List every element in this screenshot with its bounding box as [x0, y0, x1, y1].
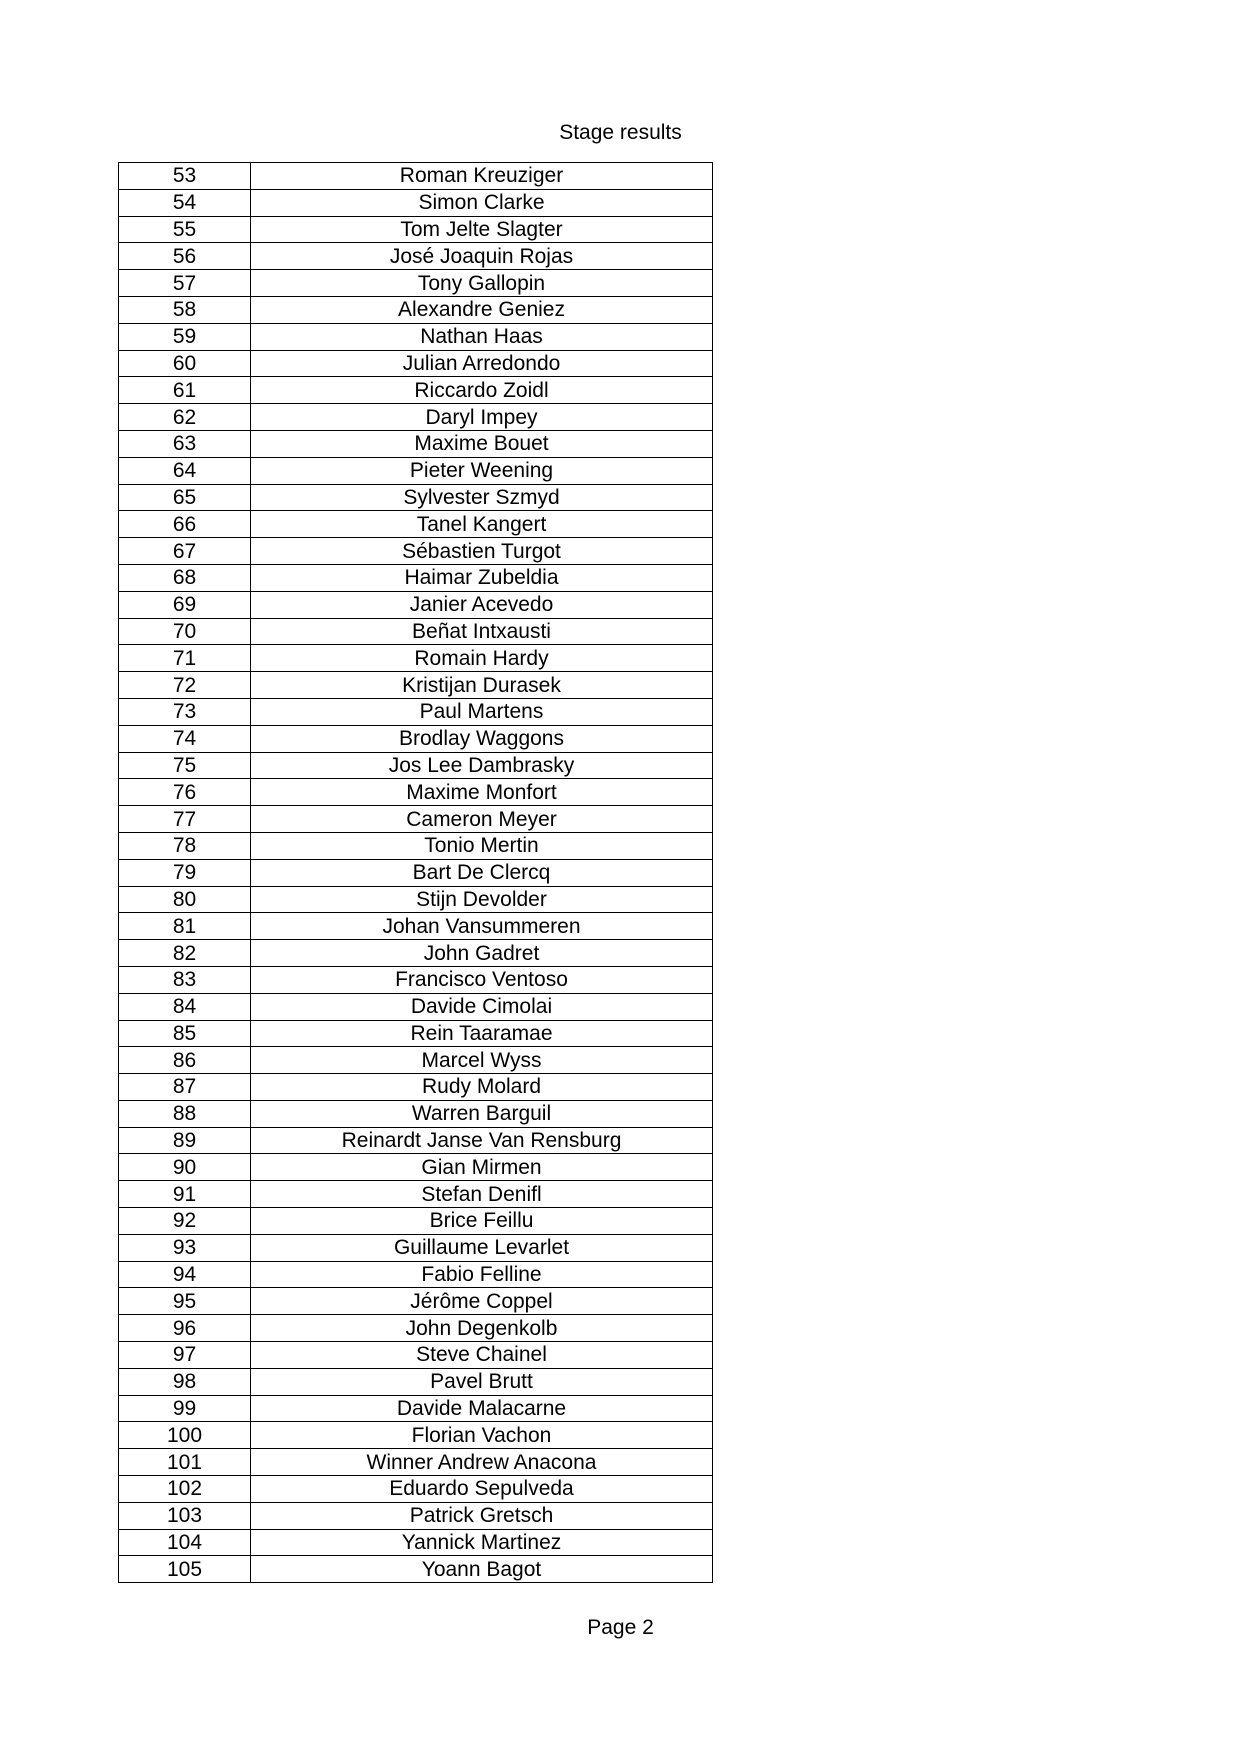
table-row: [119, 243, 713, 270]
rank-cell: 62: [119, 404, 251, 431]
table-row: [119, 1181, 713, 1208]
rank-cell: 61: [119, 377, 251, 404]
rank-cell: 68: [119, 564, 251, 591]
rank-cell: 54: [119, 189, 251, 216]
rank-cell: 105: [119, 1556, 251, 1583]
rider-name-cell: Stefan Denifl: [251, 1181, 713, 1208]
table-row: [119, 645, 713, 672]
table-row: [119, 698, 713, 725]
table-row: [119, 216, 713, 243]
table-row: [119, 1502, 713, 1529]
table-row: [119, 806, 713, 833]
rider-name-cell: Riccardo Zoidl: [251, 377, 713, 404]
rider-name-cell: Beñat Intxausti: [251, 618, 713, 645]
rank-cell: 65: [119, 484, 251, 511]
table-row: [119, 1288, 713, 1315]
rider-name-cell: Haimar Zubeldia: [251, 564, 713, 591]
rank-cell: 92: [119, 1208, 251, 1235]
table-row: [119, 752, 713, 779]
table-row: [119, 618, 713, 645]
rider-name-cell: Romain Hardy: [251, 645, 713, 672]
rank-cell: 90: [119, 1154, 251, 1181]
rider-name-cell: Francisco Ventoso: [251, 966, 713, 993]
table-row: [119, 1154, 713, 1181]
rank-cell: 64: [119, 457, 251, 484]
rider-name-cell: Fabio Felline: [251, 1261, 713, 1288]
table-row: [119, 163, 713, 190]
rider-name-cell: Brodlay Waggons: [251, 725, 713, 752]
table-row: [119, 538, 713, 565]
rank-cell: 104: [119, 1529, 251, 1556]
rank-cell: 82: [119, 940, 251, 967]
rank-cell: 79: [119, 859, 251, 886]
rank-cell: 102: [119, 1476, 251, 1503]
rank-cell: 93: [119, 1234, 251, 1261]
rider-name-cell: Janier Acevedo: [251, 591, 713, 618]
rank-cell: 80: [119, 886, 251, 913]
rank-cell: 87: [119, 1074, 251, 1101]
rider-name-cell: Yoann Bagot: [251, 1556, 713, 1583]
rider-name-cell: Brice Feillu: [251, 1208, 713, 1235]
table-row: [119, 1529, 713, 1556]
rider-name-cell: Alexandre Geniez: [251, 296, 713, 323]
rider-name-cell: Reinardt Janse Van Rensburg: [251, 1127, 713, 1154]
table-row: [119, 1234, 713, 1261]
rider-name-cell: Nathan Haas: [251, 323, 713, 350]
rider-name-cell: John Degenkolb: [251, 1315, 713, 1342]
rider-name-cell: Tanel Kangert: [251, 511, 713, 538]
rank-cell: 91: [119, 1181, 251, 1208]
rank-cell: 97: [119, 1342, 251, 1369]
rider-name-cell: Davide Malacarne: [251, 1395, 713, 1422]
rank-cell: 63: [119, 430, 251, 457]
rider-name-cell: John Gadret: [251, 940, 713, 967]
table-row: [119, 430, 713, 457]
rank-cell: 74: [119, 725, 251, 752]
table-row: [119, 725, 713, 752]
table-row: [119, 672, 713, 699]
rank-cell: 53: [119, 163, 251, 190]
rider-name-cell: Bart De Clercq: [251, 859, 713, 886]
rider-name-cell: Pieter Weening: [251, 457, 713, 484]
table-row: [119, 859, 713, 886]
rider-name-cell: Eduardo Sepulveda: [251, 1476, 713, 1503]
rank-cell: 99: [119, 1395, 251, 1422]
rank-cell: 89: [119, 1127, 251, 1154]
table-row: [119, 1368, 713, 1395]
table-row: [119, 1395, 713, 1422]
table-row: [119, 966, 713, 993]
rank-cell: 95: [119, 1288, 251, 1315]
table-row: [119, 323, 713, 350]
rider-name-cell: Daryl Impey: [251, 404, 713, 431]
table-row: [119, 913, 713, 940]
rider-name-cell: Tony Gallopin: [251, 270, 713, 297]
rider-name-cell: Simon Clarke: [251, 189, 713, 216]
rank-cell: 60: [119, 350, 251, 377]
table-row: [119, 270, 713, 297]
rank-cell: 81: [119, 913, 251, 940]
rank-cell: 78: [119, 832, 251, 859]
rank-cell: 59: [119, 323, 251, 350]
table-row: [119, 189, 713, 216]
table-row: [119, 940, 713, 967]
table-row: [119, 1127, 713, 1154]
table-row: [119, 1476, 713, 1503]
rank-cell: 70: [119, 618, 251, 645]
rank-cell: 94: [119, 1261, 251, 1288]
rank-cell: 71: [119, 645, 251, 672]
rider-name-cell: Jos Lee Dambrasky: [251, 752, 713, 779]
rank-cell: 85: [119, 1020, 251, 1047]
rider-name-cell: Maxime Bouet: [251, 430, 713, 457]
rider-name-cell: Steve Chainel: [251, 1342, 713, 1369]
table-row: [119, 591, 713, 618]
page-header-title: Stage results: [559, 121, 682, 144]
table-row: [119, 511, 713, 538]
rider-name-cell: Tom Jelte Slagter: [251, 216, 713, 243]
rider-name-cell: Johan Vansummeren: [251, 913, 713, 940]
table-row: [119, 993, 713, 1020]
table-row: [119, 832, 713, 859]
rider-name-cell: Rudy Molard: [251, 1074, 713, 1101]
rider-name-cell: Roman Kreuziger: [251, 163, 713, 190]
rider-name-cell: Gian Mirmen: [251, 1154, 713, 1181]
rank-cell: 98: [119, 1368, 251, 1395]
rank-cell: 57: [119, 270, 251, 297]
stage-results-table-body: [119, 163, 713, 1583]
table-row: [119, 484, 713, 511]
table-row: [119, 779, 713, 806]
rider-name-cell: Sébastien Turgot: [251, 538, 713, 565]
table-row: [119, 1342, 713, 1369]
rank-cell: 101: [119, 1449, 251, 1476]
rider-name-cell: Patrick Gretsch: [251, 1502, 713, 1529]
table-row: [119, 1422, 713, 1449]
rank-cell: 103: [119, 1502, 251, 1529]
rider-name-cell: Winner Andrew Anacona: [251, 1449, 713, 1476]
rank-cell: 88: [119, 1100, 251, 1127]
rider-name-cell: Julian Arredondo: [251, 350, 713, 377]
rider-name-cell: Sylvester Szmyd: [251, 484, 713, 511]
table-row: [119, 1047, 713, 1074]
table-row: [119, 1208, 713, 1235]
rank-cell: 67: [119, 538, 251, 565]
table-row: [119, 404, 713, 431]
rider-name-cell: Kristijan Durasek: [251, 672, 713, 699]
rider-name-cell: Stijn Devolder: [251, 886, 713, 913]
table-row: [119, 1449, 713, 1476]
rider-name-cell: Warren Barguil: [251, 1100, 713, 1127]
table-row: [119, 1020, 713, 1047]
rider-name-cell: Rein Taaramae: [251, 1020, 713, 1047]
rank-cell: 86: [119, 1047, 251, 1074]
rider-name-cell: Tonio Mertin: [251, 832, 713, 859]
rank-cell: 69: [119, 591, 251, 618]
rank-cell: 96: [119, 1315, 251, 1342]
page-number: Page 2: [587, 1616, 654, 1639]
rank-cell: 77: [119, 806, 251, 833]
table-row: [119, 457, 713, 484]
rider-name-cell: Pavel Brutt: [251, 1368, 713, 1395]
table-row: [119, 1315, 713, 1342]
table-row: [119, 377, 713, 404]
rank-cell: 83: [119, 966, 251, 993]
table-row: [119, 1261, 713, 1288]
rank-cell: 66: [119, 511, 251, 538]
table-row: [119, 1100, 713, 1127]
rider-name-cell: Yannick Martinez: [251, 1529, 713, 1556]
rider-name-cell: Marcel Wyss: [251, 1047, 713, 1074]
rider-name-cell: Davide Cimolai: [251, 993, 713, 1020]
rider-name-cell: José Joaquin Rojas: [251, 243, 713, 270]
rider-name-cell: Jérôme Coppel: [251, 1288, 713, 1315]
rank-cell: 56: [119, 243, 251, 270]
rank-cell: 100: [119, 1422, 251, 1449]
table-row: [119, 1556, 713, 1583]
table-row: [119, 1074, 713, 1101]
table-row: [119, 886, 713, 913]
rank-cell: 58: [119, 296, 251, 323]
rank-cell: 73: [119, 698, 251, 725]
table-row: [119, 564, 713, 591]
rider-name-cell: Maxime Monfort: [251, 779, 713, 806]
rider-name-cell: Paul Martens: [251, 698, 713, 725]
stage-results-table: [118, 162, 713, 1583]
rank-cell: 72: [119, 672, 251, 699]
table-row: [119, 350, 713, 377]
rider-name-cell: Florian Vachon: [251, 1422, 713, 1449]
rank-cell: 55: [119, 216, 251, 243]
rank-cell: 76: [119, 779, 251, 806]
rank-cell: 84: [119, 993, 251, 1020]
rider-name-cell: Guillaume Levarlet: [251, 1234, 713, 1261]
rider-name-cell: Cameron Meyer: [251, 806, 713, 833]
rank-cell: 75: [119, 752, 251, 779]
table-row: [119, 296, 713, 323]
